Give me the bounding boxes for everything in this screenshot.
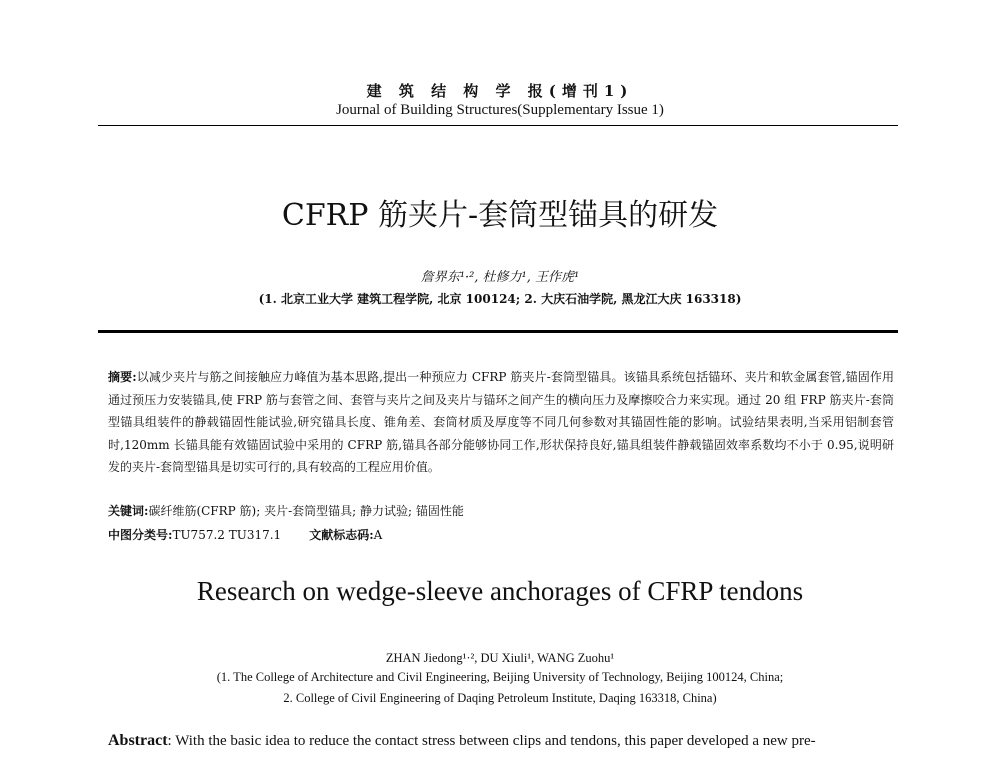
clc-label: 中图分类号: bbox=[108, 528, 173, 542]
journal-name-en: Journal of Building Structures(Supplementary Issue 1) bbox=[336, 102, 664, 118]
affiliation-en-1: (1. The College of Architecture and Civil Engineering, Beijing University of Technology, Beijing 100124, China; bbox=[216, 670, 784, 684]
abstract-cn-text: 以减少夹片与筋之间接触应力峰值为基本思路,提出一种预应力 CFRP 筋夹片-套筒型锚具。该锚具系统包括锚环、夹片和软金属套管,锚固作用通过预压力安装锚具,使 FRP 筋与套管之间、套管与夹片之间及夹片与锚环之间产生的横向压力及摩擦咬合力来实现。通过 20 组 FRP 筋夹片-套筒型锚具组装件的静载锚固性能试验,研究锚具长度、锥角差、套筒材质及厚度等不同几何参数对其锚固性能的影响。试验结果表明,当采用铝制套管时,120mm 长锚具能有效锚固试验中采用的 CFRP 筋,锚具各部分能够协同工作,形状保持良好,锚具组装件静载锚固效率系数均不小于 0.95,说明研发的夹片-套筒型锚具是切实可行的,具有较高的工程应用价值。 bbox=[108, 370, 894, 475]
doc-code-value: A bbox=[373, 528, 383, 542]
abstract-cn bbox=[108, 366, 894, 479]
journal-name-cn: 建 筑 结 构 学 报(增刊1) bbox=[366, 82, 634, 100]
keywords-cn-label: 关键词: bbox=[108, 504, 149, 518]
keywords-cn bbox=[108, 502, 464, 519]
paper-title-en: Research on wedge-sleeve anchorages of CFRP tendons bbox=[196, 576, 804, 606]
authors-en: ZHAN Jiedong¹·², DU Xiuli¹, WANG Zuohu¹ bbox=[385, 651, 615, 665]
clc-value: TU757.2 TU317.1 bbox=[172, 528, 282, 542]
header-rule bbox=[98, 125, 898, 126]
authors-cn: 詹界东¹·², 杜修力¹, 王作虎¹ bbox=[420, 270, 580, 285]
keywords-cn-text: 碳纤维筋(CFRP 筋); 夹片-套筒型锚具; 静力试验; 锚固性能 bbox=[148, 504, 464, 518]
abstract-en-text: : With the basic idea to reduce the contact stress between clips and tendons, this paper developed a new pre- bbox=[167, 733, 816, 749]
classification-cn bbox=[108, 526, 382, 543]
doc-code-label: 文献标志码: bbox=[309, 528, 374, 542]
affiliation-en-2: 2. College of Civil Engineering of Daqing Petroleum Institute, Daqing 163318, China) bbox=[283, 691, 717, 705]
abstract-en bbox=[108, 732, 898, 750]
paper-title-cn: CFRP 筋夹片-套筒型锚具的研发 bbox=[281, 198, 719, 233]
affiliation-cn: (1. 北京工业大学 建筑工程学院, 北京 100124; 2. 大庆石油学院, 黑龙江大庆 163318) bbox=[258, 292, 742, 306]
title-block-rule bbox=[98, 330, 898, 333]
abstract-cn-label: 摘要: bbox=[108, 370, 137, 384]
abstract-en-label: Abstract bbox=[108, 732, 168, 749]
